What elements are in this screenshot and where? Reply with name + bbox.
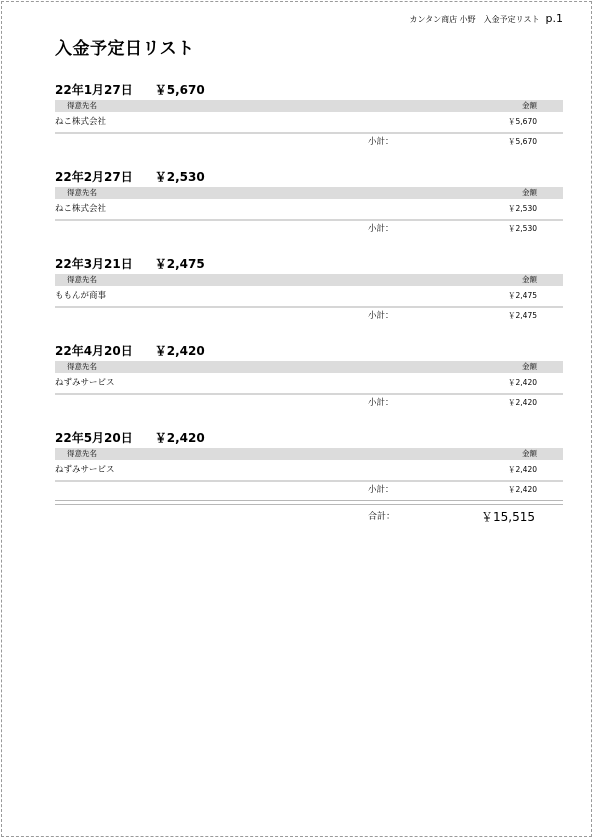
column-amount: 金額 — [522, 188, 537, 197]
payment-groups — [55, 81, 563, 516]
subtotal-row — [55, 134, 563, 150]
row-amount: ￥2,530 — [508, 204, 537, 213]
group-date: 22年2月27日 — [55, 170, 133, 184]
group-date: 22年4月20日 — [55, 344, 133, 358]
row-amount: ￥2,420 — [508, 465, 537, 474]
table-row — [55, 112, 563, 134]
column-amount: 金額 — [522, 275, 537, 284]
date-group — [55, 168, 563, 255]
date-group — [55, 342, 563, 429]
group-header — [55, 81, 563, 100]
total-divider — [55, 500, 563, 505]
page-number: p.1 — [545, 12, 563, 25]
column-amount: 金額 — [522, 101, 537, 110]
table-row — [55, 199, 563, 221]
subtotal-row — [55, 395, 563, 411]
group-total: ￥2,530 — [154, 170, 205, 184]
column-header — [55, 448, 563, 460]
report-title: 入金予定日リスト — [55, 39, 195, 59]
subtotal-label: 小計： — [368, 137, 394, 147]
column-header — [55, 361, 563, 373]
row-amount: ￥5,670 — [508, 117, 537, 126]
customer-name: ねこ株式会社 — [55, 117, 107, 127]
row-amount: ￥2,420 — [508, 378, 537, 387]
column-header — [55, 100, 563, 112]
subtotal-label: 小計： — [368, 398, 394, 408]
total-label: 合計： — [368, 512, 396, 522]
customer-name: ねこ株式会社 — [55, 204, 107, 214]
subtotal-value: ￥5,670 — [508, 137, 537, 146]
column-amount: 金額 — [522, 362, 537, 371]
group-total: ￥2,420 — [154, 344, 205, 358]
group-header — [55, 168, 563, 187]
customer-name: ねずみサービス — [55, 465, 115, 475]
subtotal-label: 小計： — [368, 224, 394, 234]
subtotal-value: ￥2,420 — [508, 398, 537, 407]
column-customer: 得意先名 — [67, 449, 97, 458]
subtotal-label: 小計： — [368, 311, 394, 321]
date-group — [55, 255, 563, 342]
group-total: ￥2,420 — [154, 431, 205, 445]
group-total: ￥2,475 — [154, 257, 205, 271]
header-text: カンタン商店 小野 入金予定リスト — [409, 15, 540, 24]
page-header — [409, 12, 563, 25]
subtotal-value: ￥2,475 — [508, 311, 537, 320]
group-date: 22年1月27日 — [55, 83, 133, 97]
grand-total-row — [55, 508, 563, 526]
group-header — [55, 255, 563, 274]
group-date: 22年3月21日 — [55, 257, 133, 271]
table-row — [55, 460, 563, 482]
column-customer: 得意先名 — [67, 275, 97, 284]
column-header — [55, 187, 563, 199]
table-row — [55, 373, 563, 395]
group-date: 22年5月20日 — [55, 431, 133, 445]
report-page — [1, 1, 592, 837]
column-customer: 得意先名 — [67, 362, 97, 371]
subtotal-row — [55, 482, 563, 498]
column-customer: 得意先名 — [67, 101, 97, 110]
column-header — [55, 274, 563, 286]
group-total: ￥5,670 — [154, 83, 205, 97]
column-customer: 得意先名 — [67, 188, 97, 197]
subtotal-row — [55, 308, 563, 324]
subtotal-value: ￥2,530 — [508, 224, 537, 233]
row-amount: ￥2,475 — [508, 291, 537, 300]
customer-name: ねずみサービス — [55, 378, 115, 388]
subtotal-value: ￥2,420 — [508, 485, 537, 494]
subtotal-label: 小計： — [368, 485, 394, 495]
group-header — [55, 342, 563, 361]
group-header — [55, 429, 563, 448]
subtotal-row — [55, 221, 563, 237]
customer-name: ももんが商事 — [55, 291, 107, 301]
column-amount: 金額 — [522, 449, 537, 458]
total-value: ￥15,515 — [481, 510, 535, 524]
date-group — [55, 81, 563, 168]
table-row — [55, 286, 563, 308]
